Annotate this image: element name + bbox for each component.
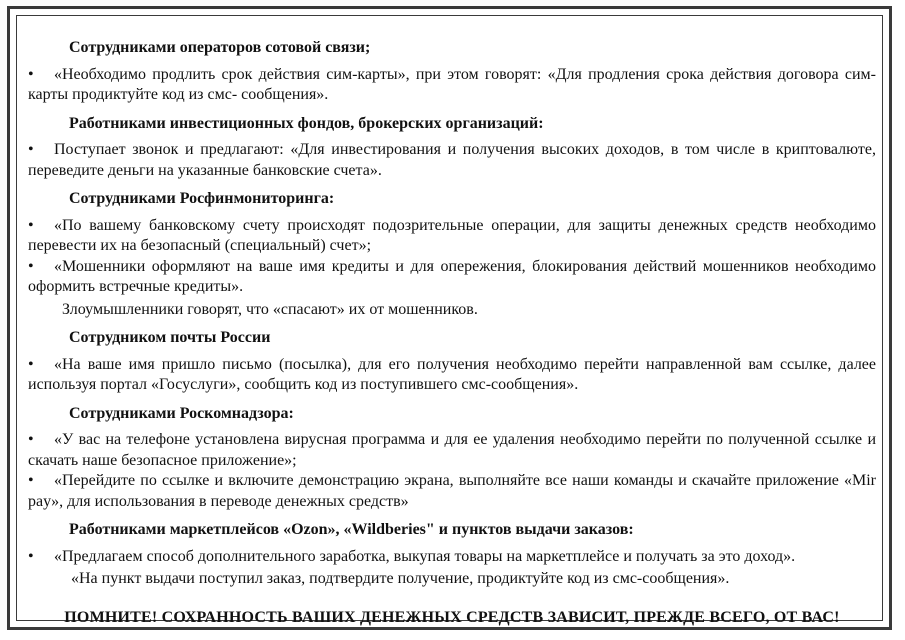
section-heading-marketplaces: Работниками маркетплейсов «Ozon», «Wildberies" и пунктов выдачи заказов: xyxy=(69,521,634,538)
list-item: • «У вас на телефоне установлена вирусная программа и для ее удаления необходимо перейти по полученной ссылке и скачать наше безопасное приложение»; xyxy=(28,431,876,469)
section-heading-mobile-operators: Сотрудниками операторов сотовой связи; xyxy=(69,39,371,56)
bullet-icon: • xyxy=(28,216,34,234)
warning-footer: ПОМНИТЕ! СОХРАННОСТЬ ВАШИХ ДЕНЕЖНЫХ СРЕДСТВ ЗАВИСИТ, ПРЕЖДЕ ВСЕГО, ОТ ВАС! xyxy=(64,608,840,626)
section-note: «На пункт выдачи поступил заказ, подтвердите получение, продиктуйте код из смс-сообщения». xyxy=(71,570,730,587)
bullet-icon: • xyxy=(28,431,34,448)
bullet-icon: • xyxy=(28,257,34,275)
section-heading-rosfinmonitoring: Сотрудниками Росфинмониторинга: xyxy=(69,190,335,207)
bullet-icon: • xyxy=(28,472,34,489)
bullet-icon: • xyxy=(28,141,34,158)
list-item: • «По вашему банковскому счету происходят подозрительные операции, для защиты денежных средств необходимо перевести их на безопасный (специальный) счет»; xyxy=(28,216,876,254)
section-heading-roskomnadzor: Сотрудниками Роскомнадзора: xyxy=(69,404,294,422)
document-body xyxy=(28,38,876,628)
section-heading-russian-post: Сотрудником почты России xyxy=(69,329,271,346)
list-item: • «Необходимо продлить срок действия сим-карты», при этом говорят: «Для продления срока действия договора сим-карты продиктуйте код из смс- сообщения». xyxy=(28,65,876,103)
list-item: • «Перейдите по ссылке и включите демонстрацию экрана, выполняйте все наши команды и скачайте приложение «Mir pay», для использования в переводе денежных средств» xyxy=(28,472,876,510)
bullet-icon: • xyxy=(28,355,34,373)
list-item: • «На ваше имя пришло письмо (посылка), для его получения необходимо перейти направленной вам ссылке, далее используя портал «Госуслуги», сообщить код из поступившего смс-сообщения». xyxy=(28,355,876,393)
bullet-icon: • xyxy=(28,65,34,83)
section-note: Злоумышленники говорят, что «спасают» их от мошенников. xyxy=(62,300,478,318)
bullet-icon: • xyxy=(28,547,34,565)
list-item: • Поступает звонок и предлагают: «Для инвестирования и получения высоких доходов, в том числе в криптовалюте, переведите деньги на указанные банковские счета». xyxy=(28,141,876,179)
list-item: • «Мошенники оформляют на ваше имя кредиты и для опережения, блокирования действий мошенников необходимо оформить встречные кредиты». xyxy=(28,257,876,295)
list-item: • «Предлагаем способ дополнительного заработка, выкупая товары на маркетплейсе и получать за это доход». xyxy=(28,547,876,568)
section-heading-investment-funds: Работниками инвестиционных фондов, брокерских организаций: xyxy=(69,114,544,132)
